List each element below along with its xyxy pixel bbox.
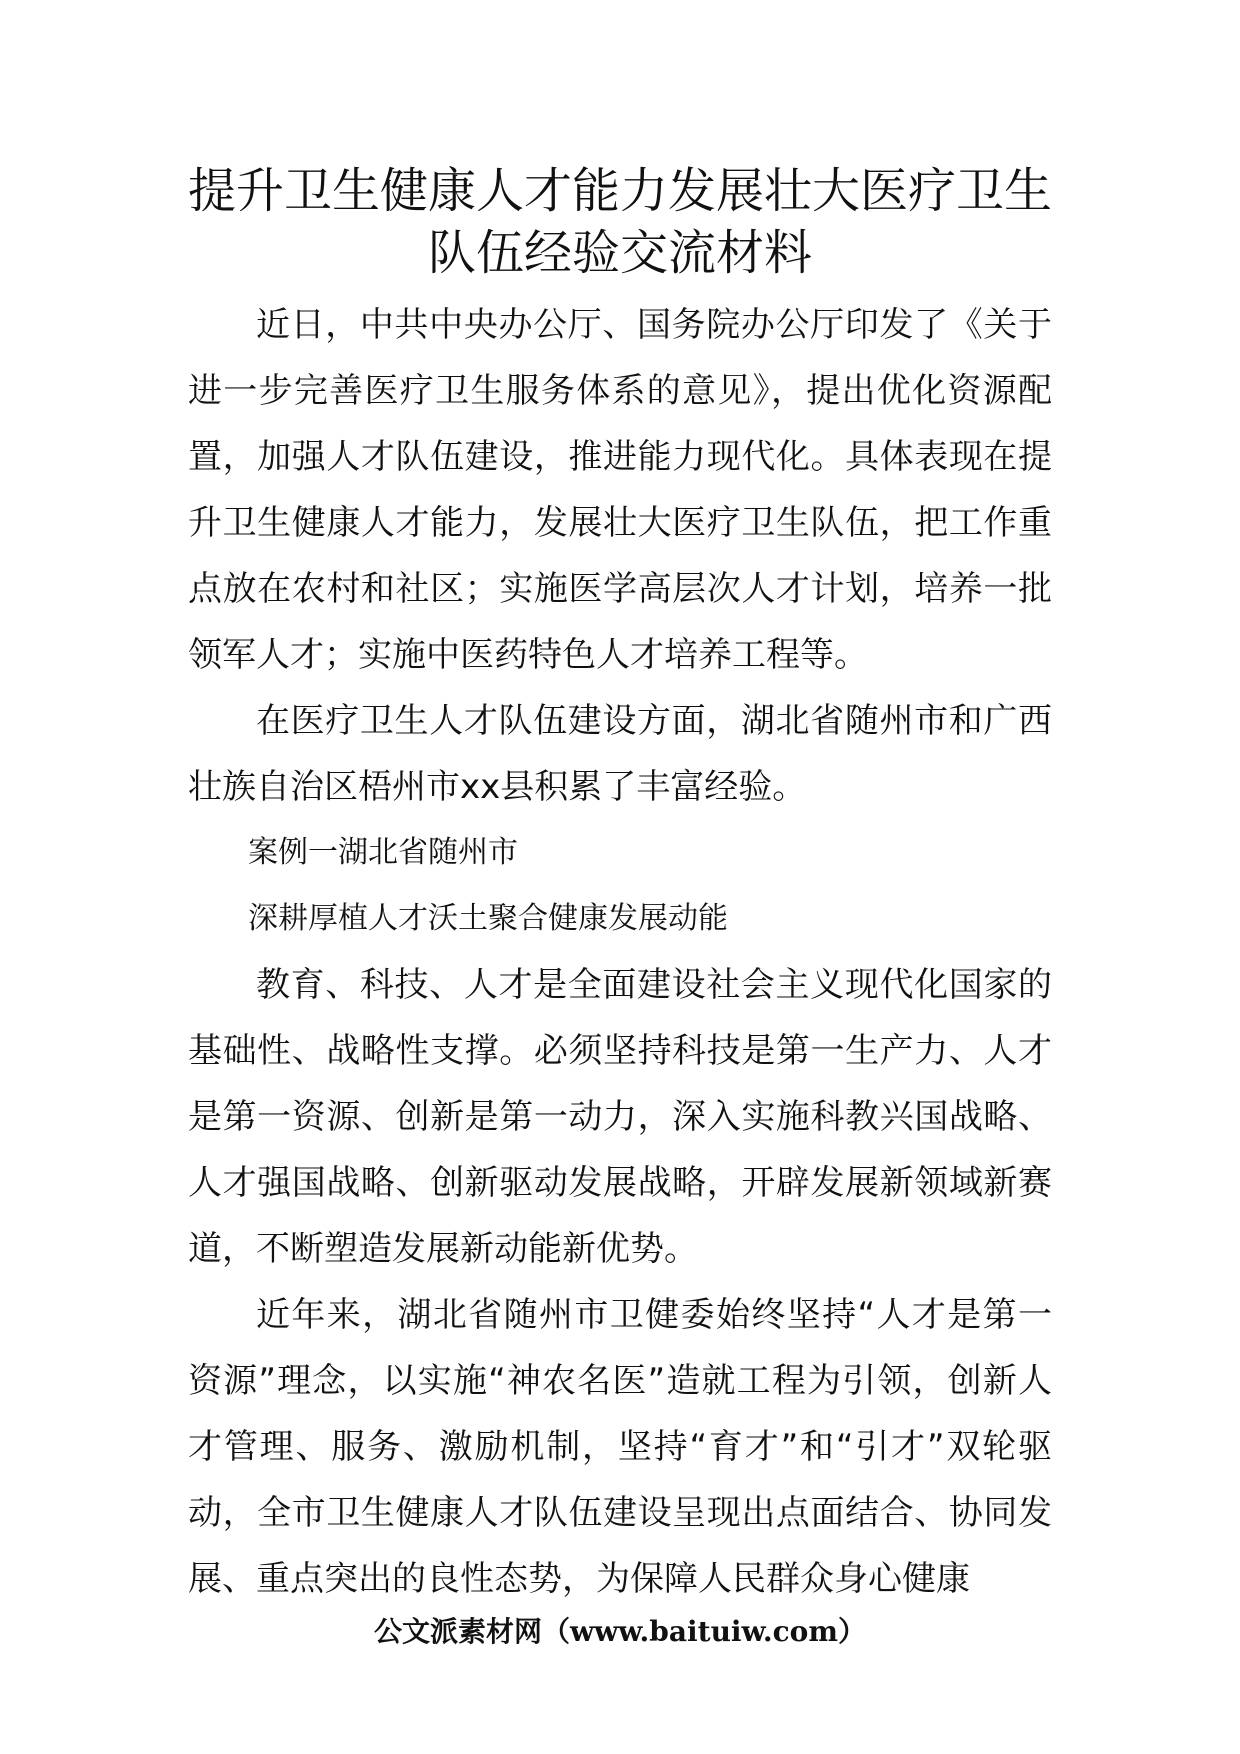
document-title — [150, 160, 1090, 284]
paragraph-intro: 近日，中共中央办公厅、国务院办公厅印发了《关于进一步完善医疗卫生服务体系的意见》，提出优化资源配置，加强人才队伍建设，推进能力现代化。具体表现在提升卫生健康人才能力，发展壮大医疗卫生队伍，把工作重点放在农村和社区；实施医学高层次人才计划，培养一批领军人才；实施中医药特色人才培养工程等。 — [188, 305, 1052, 675]
case-heading: 案例一湖北省随州市 — [248, 835, 518, 870]
page-footer-watermark: 公文派素材网（www.baituiw.com） — [374, 1615, 866, 1648]
document-body — [188, 292, 1052, 1612]
paragraph-education: 教育、科技、人才是全面建设社会主义现代化国家的基础性、战略性支撑。必须坚持科技是第一生产力、人才是第一资源、创新是第一动力，深入实施科教兴国战略、人才强国战略、创新驱动发展战略，开辟发展新领域新赛道，不断塑造发展新动能新优势。 — [188, 965, 1052, 1269]
paragraph-experience: 在医疗卫生人才队伍建设方面，湖北省随州市和广西壮族自治区梧州市xx县积累了丰富经验。 — [188, 701, 1052, 807]
title-line-2: 队伍经验交流材料 — [427, 225, 812, 281]
title-line-1: 提升卫生健康人才能力发展壮大医疗卫生 — [187, 163, 1052, 219]
paragraph-recent-years: 近年来，湖北省随州市卫健委始终坚持“人才是第一资源”理念，以实施“神农名医”造就工程为引领，创新人才管理、服务、激励机制，坚持“育才”和“引才”双轮驱动，全市卫生健康人才队伍建设呈现出点面结合、协同发展、重点突出的良性态势，为保障人民群众身心健康 — [188, 1295, 1052, 1599]
case-subheading: 深耕厚植人才沃土聚合健康发展动能 — [248, 901, 728, 936]
